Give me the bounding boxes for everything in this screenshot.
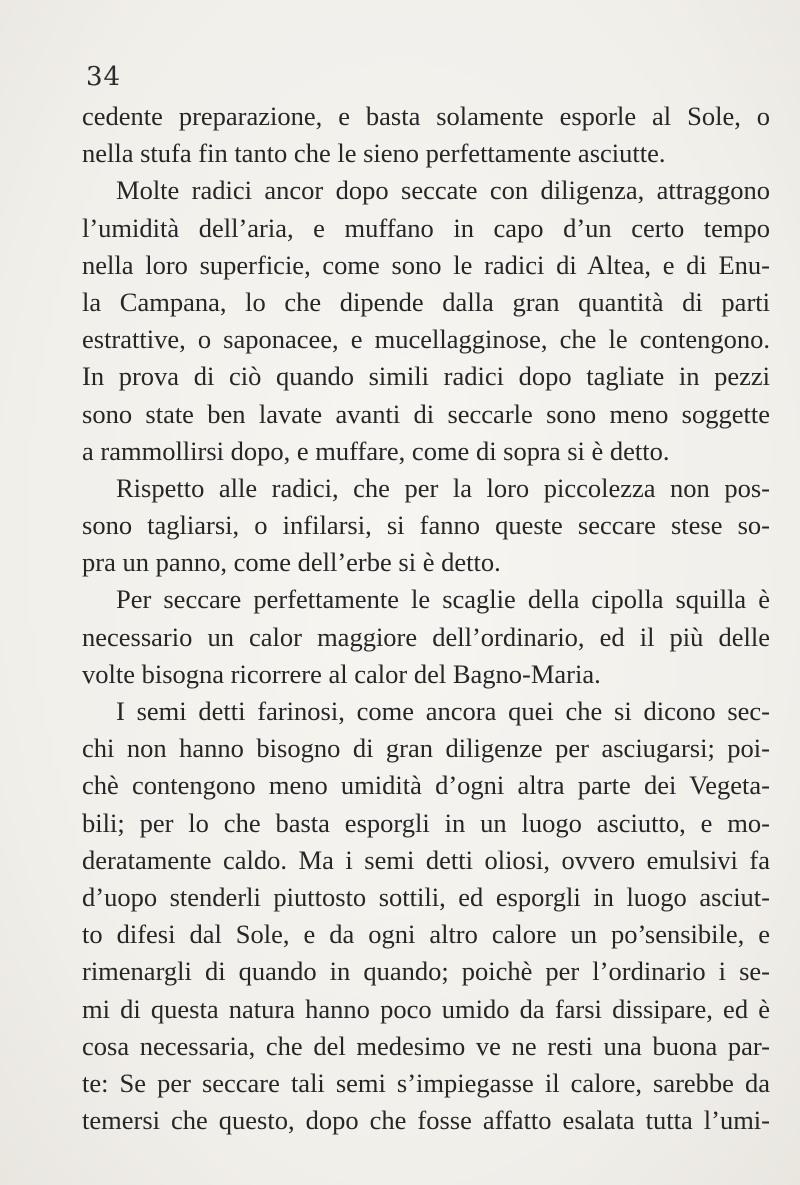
text-line: pra un panno, come dell’erbe si è detto. [82, 547, 501, 578]
text-line: bili; per lo che basta esporgli in un luogo asciutto, e mo- [82, 807, 770, 838]
text-line: Molte radici ancor dopo seccate con diligenza, attraggono [116, 175, 770, 206]
text-line: Rispetto alle radici, che per la loro piccolezza non pos- [116, 472, 770, 503]
body-text [82, 98, 770, 1139]
text-line: cosa necessaria, che del medesimo ve ne resti una buona par- [82, 1030, 770, 1061]
text-line: nella stufa fin tanto che le sieno perfettamente asciutte. [82, 138, 666, 169]
text-line: deratamente caldo. Ma i semi detti oliosi, ovvero emulsivi fa [82, 844, 770, 875]
text-line: I semi detti farinosi, come ancora quei che si dicono sec- [116, 696, 770, 726]
text-line: rimenargli di quando in quando; poichè per l’ordinario i se- [82, 956, 770, 987]
text-line: temersi che questo, dopo che fosse affatto esalata tutta l’umi- [82, 1105, 770, 1136]
text-line: cedente preparazione, e basta solamente esporle al Sole, o [82, 101, 770, 131]
text-line: te: Se per seccare tali semi s’impiegasse il calore, sarebbe da [82, 1067, 770, 1098]
page-number: 34 [86, 62, 122, 92]
text-line: la Campana, lo che dipende dalla gran quantità di parti [82, 286, 770, 317]
text-line: mi di questa natura hanno poco umido da farsi dissipare, ed è [82, 993, 770, 1024]
text-line: nella loro superficie, come sono le radici di Altea, e di Enu- [82, 249, 770, 280]
text-line: volte bisogna ricorrere al calor del Bagno-Maria. [82, 658, 601, 689]
text-line: In prova di ciò quando simili radici dopo tagliate in pezzi [82, 361, 770, 392]
text-line: estrattive, o saponacee, e mucellagginose, che le contengono. [82, 324, 770, 355]
text-line: sono state ben lavate avanti di seccarle sono meno soggette [82, 398, 770, 429]
text-line: Per seccare perfettamente le scaglie della cipolla squilla è [116, 584, 770, 615]
text-line: a rammollirsi dopo, e muffare, come di sopra si è detto. [82, 435, 670, 466]
text-line: sono tagliarsi, o infilarsi, si fanno queste seccare stese so- [82, 510, 770, 541]
text-line: necessario un calor maggiore dell’ordinario, ed il più delle [82, 621, 770, 652]
text-line: chi non hanno bisogno di gran diligenze per asciugarsi; poi- [82, 733, 770, 764]
text-line: d’uopo stenderli piuttosto sottili, ed esporgli in luogo asciut- [82, 881, 770, 912]
text-line: chè contengono meno umidità d’ogni altra parte dei Vegeta- [82, 770, 770, 801]
text-line: l’umidità dell’aria, e muffano in capo d’un certo tempo [82, 212, 770, 243]
text-line: to difesi dal Sole, e da ogni altro calore un po’sensibile, e [82, 919, 770, 950]
